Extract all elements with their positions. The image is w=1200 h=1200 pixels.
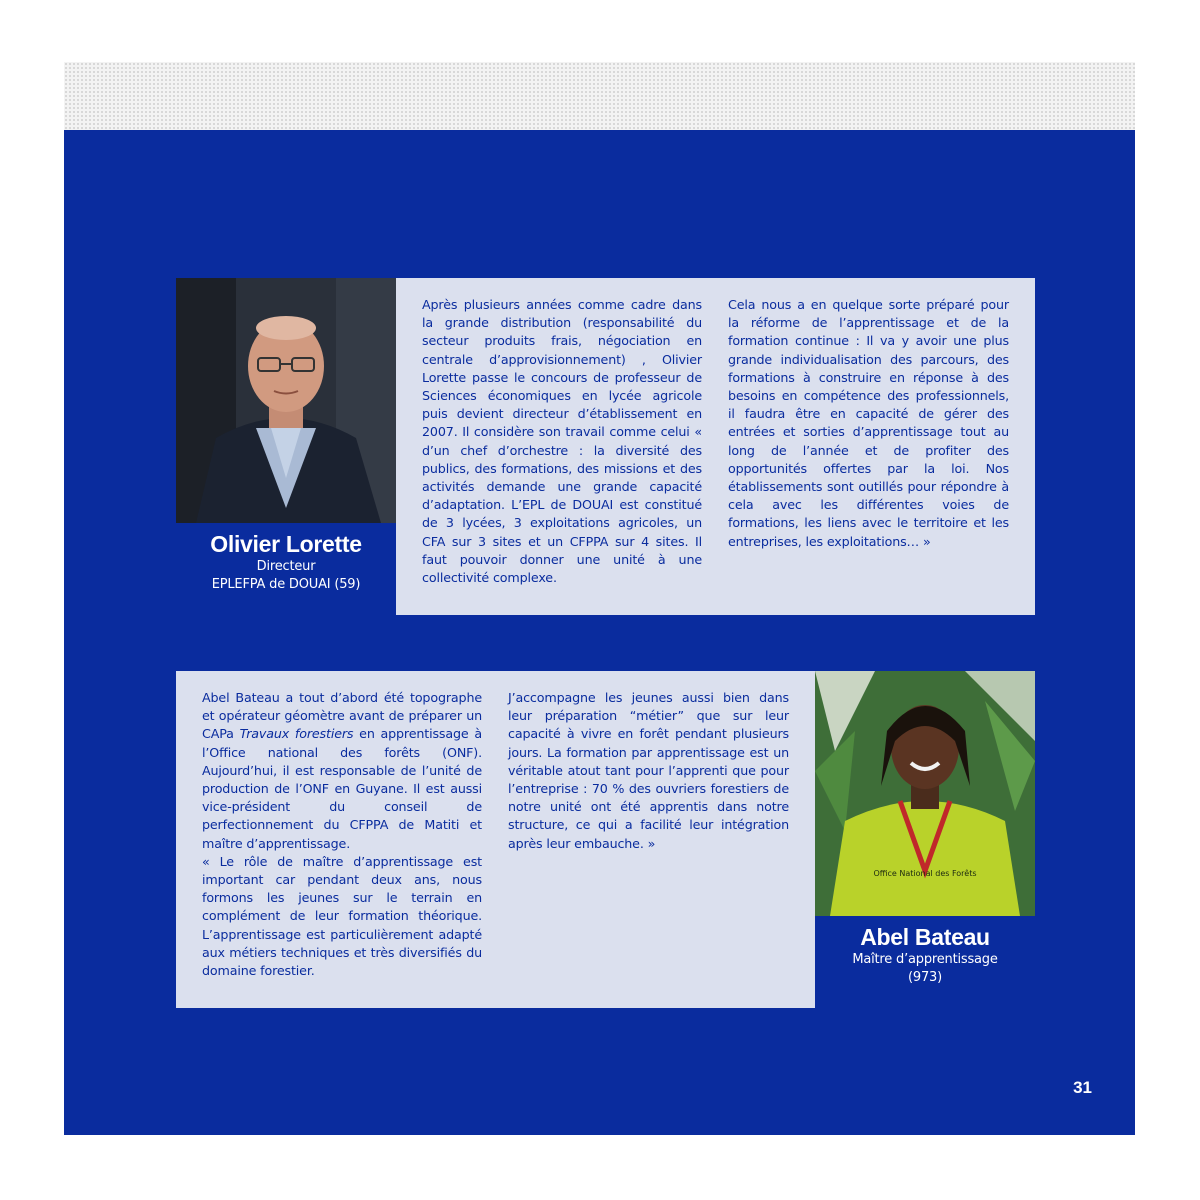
portrait-man-forest-icon xyxy=(815,671,1035,916)
profile1-text-box xyxy=(396,278,1035,615)
profile2-text-box xyxy=(176,671,815,1008)
olivier-lorette-photo xyxy=(176,278,396,523)
profile1-role: Directeur xyxy=(256,559,316,574)
blue-panel xyxy=(64,130,1135,1135)
portrait-man-suit-icon xyxy=(176,278,396,523)
dotted-header-band xyxy=(64,62,1135,130)
profile2-column-1: Abel Bateau a tout d’abord été topographe et opérateur géomètre avant de préparer un CAPa Travaux forestiers en apprentissage à l’Office national des forêts (ONF). Aujourd’hui, il est responsable de l’unité de production de l’ONF en Guyane. Il est aussi vice-président du conseil de perfectionnement du CFPPA de Matiti et maître d’apprentissage. « Le rôle de maître d’apprentissage est important car pendant deux ans, nous formons les jeunes sur le terrain en complément de leur formation théorique. L’apprentissage est particulièrement adapté aux métiers techniques et très diversifiés du domaine forestier. xyxy=(202,690,482,979)
svg-text:Office National des Forêts: Office National des Forêts xyxy=(873,869,977,878)
profile1-caption xyxy=(176,530,396,594)
page-number: 31 xyxy=(1073,1078,1092,1097)
profile2-org: (973) xyxy=(908,970,942,985)
abel-bateau-photo xyxy=(815,671,1035,916)
profile1-org: EPLEFPA de DOUAI (59) xyxy=(211,577,361,592)
profile2-role: Maître d’apprentissage xyxy=(852,952,998,967)
profile1-column-2: Cela nous a en quelque sorte préparé pour la réforme de l’apprentissage et de la formation continue : Il va y avoir une plus grande individualisation des parcours, des formations à construire en réponse à des besoins en compétence des professionnels, il faudra être en capacité de gérer des entrées et sorties d’apprentissage tout au long de l’année et de profiter des opportunités offertes par la loi. Nos établissements sont outillés pour répondre à cela avec les différentes voies de formations, les liens avec le territoire et les entreprises, les exploitations… » xyxy=(728,297,1009,549)
profile2-name: Abel Bateau xyxy=(860,924,990,950)
profile2-column-2: J’accompagne les jeunes aussi bien dans leur préparation “métier” que sur leur capacité à vivre en forêt pendant plusieurs jours. La formation par apprentissage est un véritable atout tant pour l’apprenti que pour l’entreprise : 70 % des ouvriers forestiers de notre unité ont été apprentis dans notre structure, ce qui a facilité leur intégration après leur embauche. » xyxy=(508,690,789,851)
profile1-name: Olivier Lorette xyxy=(210,531,362,557)
profile1-column-1: Après plusieurs années comme cadre dans la grande distribution (responsabilité du secteur produits frais, négociation en centrale d’approvisionnement) , Olivier Lorette passe le concours de professeur de Sciences économiques en lycée agricole puis devient directeur d’établissement en 2007. Il considère son travail comme celui « d’un chef d’orchestre : la diversité des publics, des formations, des missions et des activités demande une grande capacité d’adaptation. L’EPL de DOUAI est constitué de 3 lycées, 3 exploitations agricoles, un CFA sur 3 sites et un CFPPA sur 4 sites. Il faut pouvoir donner une unité à une collectivité complexe. xyxy=(422,297,702,586)
profile2-caption xyxy=(815,923,1035,987)
